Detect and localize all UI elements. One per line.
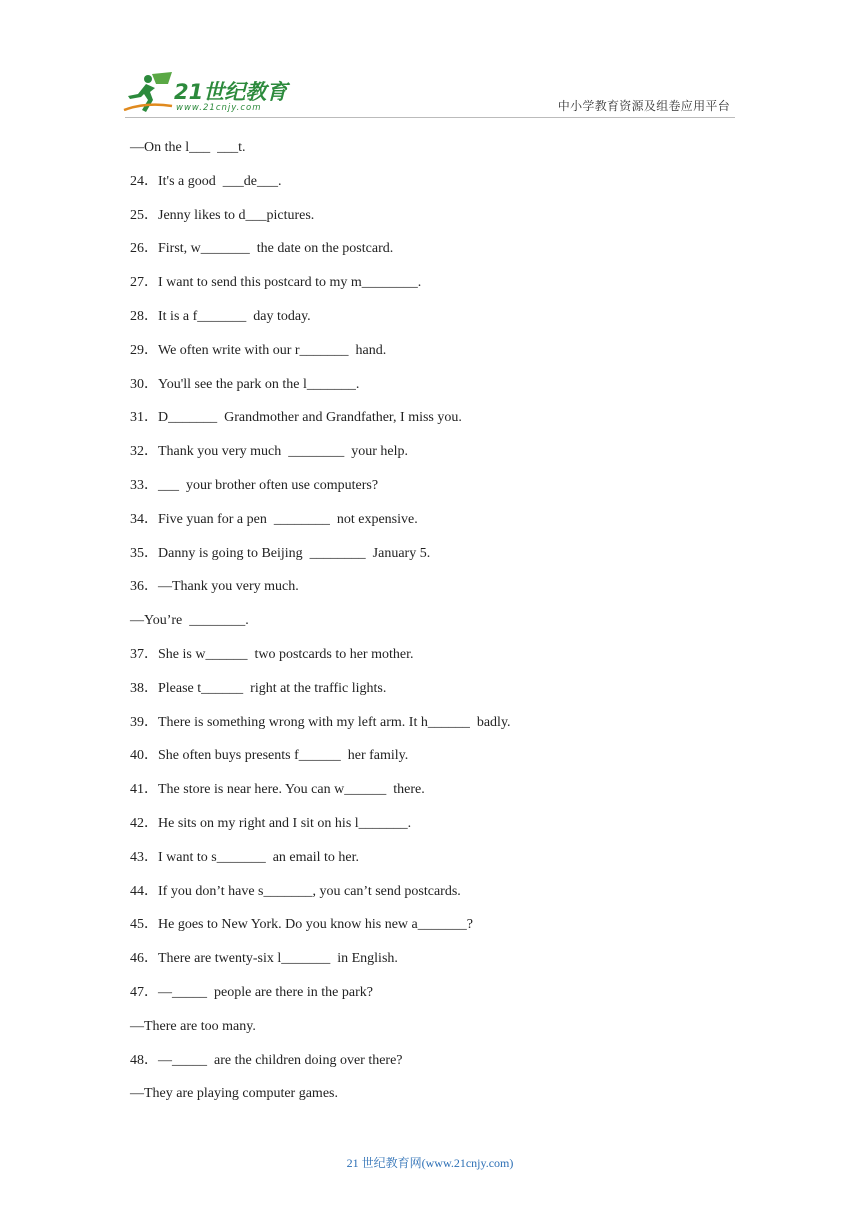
exercise-line: 39．There is something wrong with my left arm. It h______ badly. — [130, 714, 511, 730]
platform-title: 中小学教育资源及组卷应用平台 — [557, 99, 730, 113]
logo-text: 21世纪教育 — [174, 80, 288, 104]
exercise-line: 27．I want to send this postcard to my m________. — [130, 275, 422, 291]
exercise-line: 24．It's a good ___de___. — [130, 173, 282, 189]
exercise-line: 44．If you don’t have s_______, you can’t send postcards. — [130, 883, 461, 899]
exercise-line: —There are too many. — [130, 1018, 256, 1034]
header-divider — [125, 117, 735, 118]
exercise-line: 37．She is w______ two postcards to her mother. — [130, 646, 414, 662]
exercise-list — [130, 138, 770, 1118]
exercise-line: 38．Please t______ right at the traffic lights. — [130, 680, 387, 696]
exercise-line: 26．First, w_______ the date on the postcard. — [130, 241, 394, 257]
page-footer[interactable]: 21 世纪教育网(www.21cnjy.com) — [346, 1156, 514, 1170]
exercise-line: 43．I want to s_______ an email to her. — [130, 849, 360, 865]
page-header — [0, 0, 860, 120]
runner-logo-icon — [122, 70, 178, 116]
logo — [122, 70, 292, 118]
exercise-line: 40．She often buys presents f______ her family. — [130, 748, 409, 764]
exercise-line: 47．—_____ people are there in the park? — [130, 984, 373, 1000]
exercise-line: 34．Five yuan for a pen ________ not expensive. — [130, 511, 418, 527]
exercise-line: —On the l___ ___t. — [130, 140, 246, 155]
logo-url: www.21cnjy.com — [176, 103, 262, 113]
exercise-line: 36．—Thank you very much. — [130, 579, 299, 595]
exercise-line: 35．Danny is going to Beijing ________ January 5. — [130, 545, 431, 561]
exercise-line: 32．Thank you very much ________ your help. — [130, 444, 409, 460]
exercise-line: —They are playing computer games. — [130, 1086, 338, 1102]
exercise-line: 41．The store is near here. You can w______ there. — [130, 782, 425, 798]
exercise-line: 42．He sits on my right and I sit on his l_______. — [130, 815, 412, 831]
exercise-line: 33．___ your brother often use computers? — [130, 477, 379, 493]
exercise-line: 29．We often write with our r_______ hand. — [130, 342, 387, 358]
exercise-line: 45．He goes to New York. Do you know his new a_______? — [130, 917, 473, 933]
exercise-line: 31．D_______ Grandmother and Grandfather, I miss you. — [130, 410, 462, 426]
exercise-line: 48．—_____ are the children doing over there? — [130, 1052, 403, 1068]
exercise-line: 46．There are twenty-six l_______ in English. — [130, 951, 398, 967]
exercise-line: —You’re ________. — [130, 613, 249, 629]
exercise-line: 28．It is a f_______ day today. — [130, 308, 311, 324]
exercise-line: 25．Jenny likes to d___pictures. — [130, 207, 315, 223]
exercise-line: 30．You'll see the park on the l_______. — [130, 376, 360, 392]
